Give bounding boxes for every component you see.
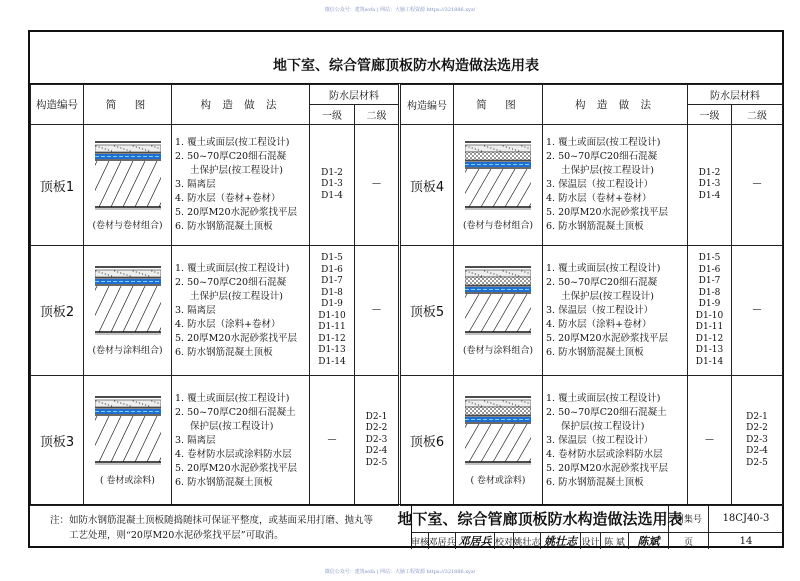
atlas-number: 18CJ40-3 [709, 505, 783, 533]
layer-section-diagram [84, 265, 171, 335]
material-code: D1-7 [321, 276, 343, 286]
watermark-top: 微信公众号：建筑sofa | 网站：大脑工程资源 https://321886.xyz/ [324, 7, 476, 13]
construction-steps [543, 246, 688, 376]
material-code: D1-9 [321, 299, 343, 309]
designer-signature: 陈斌 [629, 533, 669, 549]
material-code: D1-2 [698, 167, 721, 178]
header-method: 构 造 做 法 [543, 85, 688, 125]
material-code: D1-3 [321, 179, 343, 190]
construction-code: 顶板5 [400, 246, 454, 376]
check-label: 校对 [495, 533, 514, 549]
material-code: D1-3 [698, 179, 721, 190]
step-line: 土保护层(按工程设计) [190, 165, 283, 176]
title-block [397, 505, 783, 549]
material-code: D2-1 [746, 411, 768, 422]
material-code: — [372, 179, 381, 190]
material-code: D1-10 [695, 310, 724, 321]
layer-section-diagram [454, 140, 542, 210]
construction-code: 顶板2 [31, 246, 84, 376]
designer-name: 陈 斌 [601, 533, 629, 549]
grade1-materials [688, 125, 732, 246]
diagram-cell [454, 125, 543, 246]
diagram-cell [454, 376, 543, 506]
table-row [31, 246, 783, 376]
step-line: 6. 防水钢筋混凝土顶板 [175, 221, 273, 232]
material-code: D1-14 [318, 356, 346, 367]
header-grade2: 二级 [355, 105, 400, 125]
grade2-materials [355, 376, 400, 506]
design-label: 设计 [581, 533, 601, 549]
construction-steps [543, 376, 688, 506]
material-code: D1-13 [695, 345, 724, 355]
construction-code: 顶板4 [400, 125, 454, 246]
material-code: D1-7 [698, 276, 721, 286]
step-line: 5. 20厚M20水泥砂浆找平层 [175, 462, 297, 474]
step-line: 2. 50~70厚C20细石混凝 [175, 276, 287, 288]
grade1-materials [310, 246, 355, 376]
step-line: 3. 隔离层 [175, 434, 216, 446]
watermark-bottom: 微信公众号：建筑sofa | 网站：大脑工程资源 https://321886.xyz/ [324, 569, 476, 575]
step-line: 3. 隔离层 [175, 179, 216, 190]
material-code: D2-1 [365, 411, 388, 422]
step-line: 土保护层(按工程设计) [190, 290, 283, 302]
diagram-caption: (卷材与卷材组合) [462, 220, 534, 231]
step-line: 4. 防水层（卷材+卷材） [175, 193, 281, 204]
material-code: D1-10 [318, 310, 346, 321]
step-line: 6. 防水钢筋混凝土顶板 [546, 346, 644, 358]
step-line: 5. 20厚M20水泥砂浆找平层 [546, 207, 668, 218]
grade2-materials [732, 246, 783, 376]
material-code: D1-4 [321, 190, 343, 201]
header-grade1: 一级 [310, 105, 355, 125]
header-material: 防水层材料 [310, 85, 400, 105]
grade1-materials [310, 376, 355, 506]
step-line: 6. 防水钢筋混凝土顶板 [175, 346, 273, 358]
step-line: 3. 保温层（按工程设计） [546, 179, 654, 190]
material-code: D1-12 [695, 333, 724, 344]
construction-steps [172, 246, 310, 376]
diagram-caption: ( 卷材或涂料) [100, 476, 155, 486]
step-line: 1. 覆土或面层(按工程设计) [175, 262, 290, 274]
diagram-caption: (卷材与涂料组合) [462, 346, 534, 356]
material-code: D2-5 [746, 457, 768, 468]
material-code: D2-3 [746, 434, 768, 445]
diagram-cell [84, 376, 172, 506]
layer-section-diagram [84, 395, 171, 465]
material-code: D2-4 [365, 446, 388, 457]
step-line: 土保护层(按工程设计) [561, 290, 654, 302]
material-code: D1-9 [698, 299, 721, 309]
titleblock-title: 地下室、综合管廊顶板防水构造做法选用表 [412, 505, 669, 533]
footer [30, 504, 782, 549]
checker-name: 姚壮志 [514, 533, 541, 549]
diagram-cell [454, 246, 543, 376]
material-code: D1-11 [318, 322, 346, 332]
step-line: 4. 卷材防水层或涂料防水层 [175, 448, 292, 460]
construction-steps [543, 125, 688, 246]
page-label: 页 [669, 533, 709, 549]
table-row [31, 376, 783, 506]
drawing-frame [28, 30, 784, 548]
grade2-materials [355, 246, 400, 376]
construction-steps [172, 376, 310, 506]
step-line: 土保护层(按工程设计) [561, 165, 654, 176]
header-grade2: 二级 [732, 105, 783, 125]
step-line: 6. 防水钢筋混凝土顶板 [175, 476, 273, 488]
note-line: 注：如防水钢筋混凝土顶板随捣随抹可保证平整度，或基面采用打磨、抛丸等 [50, 515, 374, 526]
material-code: D1-13 [318, 345, 346, 355]
note [30, 505, 411, 549]
construction-code: 顶板3 [31, 376, 84, 506]
construction-code: 顶板1 [31, 125, 84, 246]
step-line: 1. 覆土或面层(按工程设计) [175, 392, 290, 404]
diagram-cell [84, 246, 172, 376]
material-code: D1-12 [318, 333, 346, 344]
grade2-materials [732, 125, 783, 246]
material-code: D1-6 [698, 264, 721, 275]
grade2-materials [355, 125, 400, 246]
atlas-label: 图集号 [669, 505, 709, 533]
construction-code: 顶板6 [400, 376, 454, 506]
header-code: 构造编号 [31, 85, 84, 125]
step-line: 5. 20厚M20水泥砂浆找平层 [546, 462, 668, 474]
selection-table [30, 84, 783, 506]
material-code: — [752, 304, 762, 315]
material-code: D1-11 [695, 322, 724, 332]
material-code: D1-6 [321, 264, 343, 275]
step-line: 3. 保温层（按工程设计） [546, 304, 654, 316]
step-line: 2. 50~70厚C20细石混凝 [546, 151, 658, 162]
page-number: 14 [739, 535, 753, 547]
material-code: D1-8 [698, 287, 721, 298]
header-method: 构 造 做 法 [172, 85, 310, 125]
reviewer-name: 邓居兵 [429, 533, 456, 549]
step-line: 4. 防水层（涂料+卷材） [175, 318, 281, 330]
checker-signature: 姚壮志 [541, 533, 581, 549]
step-line: 4. 防水层（卷材+卷材） [546, 193, 652, 204]
material-code: D2-3 [365, 434, 388, 445]
step-line: 1. 覆土或面层(按工程设计) [546, 262, 661, 274]
step-line: 5. 20厚M20水泥砂浆找平层 [546, 332, 668, 344]
step-line: 5. 20厚M20水泥砂浆找平层 [175, 332, 297, 344]
reviewer-signature: 邓居兵 [456, 533, 495, 549]
material-code: — [372, 304, 381, 315]
step-line: 1. 覆土或面层(按工程设计) [546, 392, 661, 404]
grade1-materials [688, 376, 732, 506]
note-line: 工艺处理，则“20厚M20水泥砂浆找平层”可取消。 [50, 530, 284, 541]
step-line: 3. 隔离层 [175, 304, 216, 316]
layer-section-diagram [454, 265, 542, 335]
review-label: 审核 [412, 533, 429, 549]
material-code: D2-4 [746, 446, 768, 457]
material-code: D2-2 [746, 423, 768, 434]
page-title: 地下室、综合管廊顶板防水构造做法选用表 [30, 32, 782, 84]
header-diagram: 简 图 [454, 85, 543, 125]
construction-steps [172, 125, 310, 246]
diagram-caption: ( 卷材或涂料) [470, 476, 526, 486]
step-line: 保护层(按工程设计) [561, 420, 645, 432]
step-line: 1. 覆土或面层(按工程设计) [175, 137, 290, 148]
grade1-materials [688, 246, 732, 376]
layer-section-diagram [84, 140, 171, 210]
table-row [31, 125, 783, 246]
step-line: 2. 50~70厚C20细石混凝 [546, 276, 658, 288]
material-code: — [327, 434, 337, 445]
material-code: D2-5 [365, 457, 388, 468]
material-code: — [705, 434, 714, 445]
step-line: 2. 50~70厚C20细石混凝土 [175, 406, 296, 418]
step-line: 6. 防水钢筋混凝土顶板 [546, 476, 644, 488]
material-code: D1-8 [321, 287, 343, 298]
header-code: 构造编号 [400, 85, 454, 125]
layer-section-diagram [454, 395, 542, 465]
step-line: 1. 覆土或面层(按工程设计) [546, 137, 661, 148]
step-line: 4. 卷材防水层或涂料防水层 [546, 448, 663, 460]
step-line: 4. 防水层（涂料+卷材） [546, 318, 652, 330]
header-grade1: 一级 [688, 105, 732, 125]
material-code: D1-4 [698, 190, 721, 201]
step-line: 2. 50~70厚C20细石混凝 [175, 151, 287, 162]
step-line: 5. 20厚M20水泥砂浆找平层 [175, 207, 297, 218]
material-code: — [752, 179, 762, 190]
material-code: D1-5 [321, 253, 343, 263]
material-code: D1-2 [321, 167, 343, 178]
material-code: D2-2 [365, 423, 388, 434]
material-code: D1-14 [695, 356, 724, 367]
diagram-cell [84, 125, 172, 246]
step-line: 6. 防水钢筋混凝土顶板 [546, 221, 644, 232]
step-line: 保护层(按工程设计) [190, 420, 274, 432]
grade1-materials [310, 125, 355, 246]
step-line: 2. 50~70厚C20细石混凝土 [546, 406, 667, 418]
material-code: D1-5 [698, 253, 721, 263]
header-diagram: 简 图 [84, 85, 172, 125]
diagram-caption: (卷材与涂料组合) [92, 346, 163, 356]
header-material: 防水层材料 [688, 85, 783, 105]
step-line: 3. 保温层（按工程设计） [546, 434, 654, 446]
grade2-materials [732, 376, 783, 506]
diagram-caption: (卷材与卷材组合) [92, 220, 163, 231]
